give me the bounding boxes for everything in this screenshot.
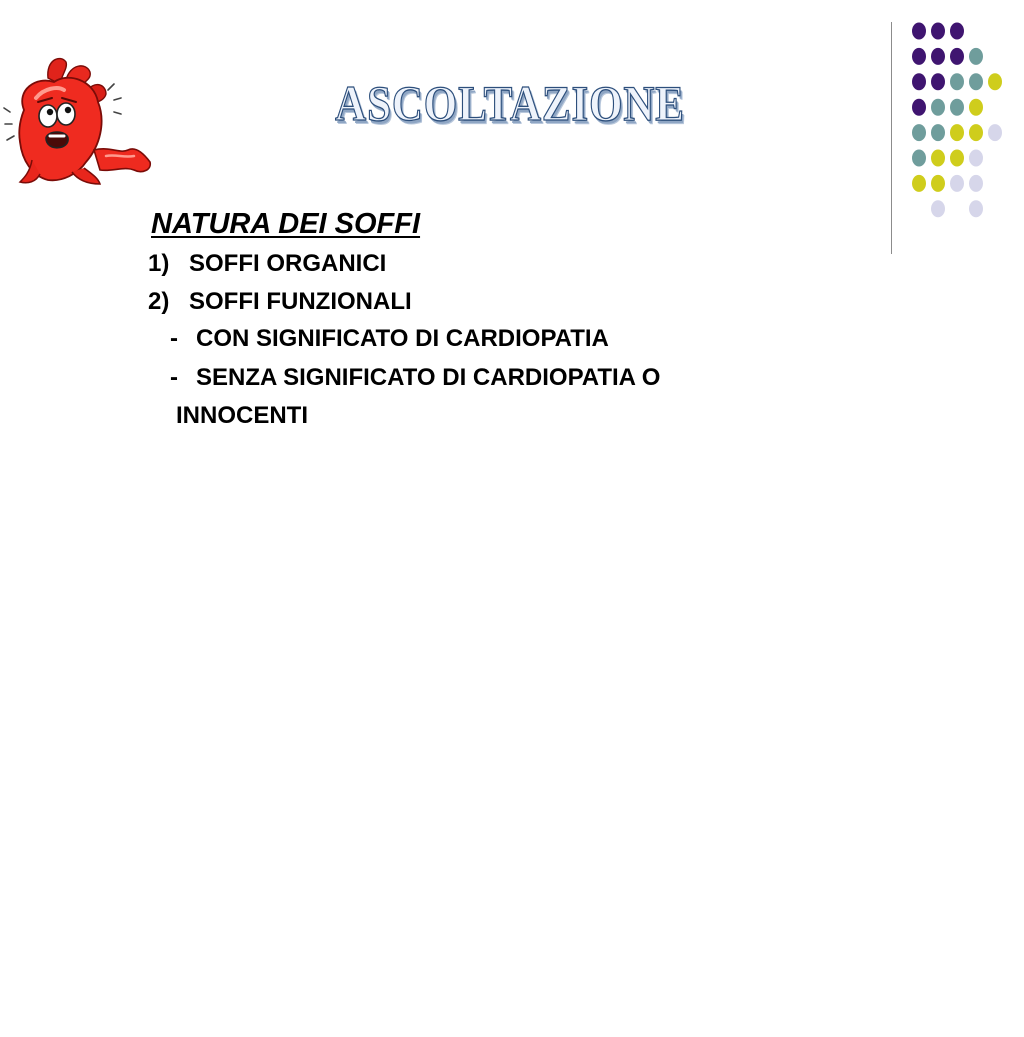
decorative-dot xyxy=(969,48,983,65)
decorative-dot xyxy=(931,73,945,90)
decorative-dot xyxy=(969,124,983,141)
sub-list-dash: - xyxy=(170,325,178,353)
sub-list-text: SENZA SIGNIFICATO DI CARDIOPATIA O xyxy=(196,363,661,391)
sub-list-dash: - xyxy=(170,363,178,391)
decorative-dot xyxy=(969,200,983,217)
decorative-dot xyxy=(931,48,945,65)
decorative-dot xyxy=(969,150,983,167)
list-item-number: 1) xyxy=(148,250,170,278)
list-item-text: SOFFI FUNZIONALI xyxy=(189,287,412,315)
decorative-dot xyxy=(931,99,945,116)
decorative-dot xyxy=(950,73,964,90)
decorative-dot xyxy=(969,175,983,192)
list-item xyxy=(148,245,788,283)
list-item xyxy=(148,283,788,321)
sub-list-item xyxy=(148,359,788,398)
list-item-text: SOFFI ORGANICI xyxy=(189,250,387,278)
sub-list-text: CON SIGNIFICATO DI CARDIOPATIA xyxy=(196,325,609,353)
decorative-dot xyxy=(931,124,945,141)
decorative-dot xyxy=(969,73,983,90)
section-heading: NATURA DEI SOFFI xyxy=(151,208,421,240)
decorative-dot xyxy=(931,150,945,167)
vertical-divider xyxy=(891,22,892,254)
decorative-dot xyxy=(969,99,983,116)
decorative-dot xyxy=(950,175,964,192)
decorative-dot xyxy=(931,23,945,40)
scared-heart-illustration xyxy=(2,50,154,190)
decorative-dot xyxy=(912,48,926,65)
sub-list-continuation: INNOCENTI xyxy=(176,402,308,430)
list-item-number: 2) xyxy=(148,287,170,315)
decorative-dot xyxy=(912,73,926,90)
decorative-dot xyxy=(950,150,964,167)
sub-list-item xyxy=(148,320,788,359)
decorative-dot xyxy=(931,200,945,217)
decorative-dot xyxy=(931,175,945,192)
decorative-dot xyxy=(988,124,1002,141)
decorative-dot xyxy=(988,73,1002,90)
decorative-dot xyxy=(912,150,926,167)
slide-title: ASCOLTAZIONE xyxy=(335,75,685,131)
decorative-dot xyxy=(950,124,964,141)
decorative-dot xyxy=(912,124,926,141)
decorative-dot xyxy=(950,23,964,40)
decorative-dot xyxy=(912,175,926,192)
slide-content xyxy=(148,208,788,435)
decorative-dot xyxy=(912,99,926,116)
decorative-dot xyxy=(950,48,964,65)
decorative-dot xyxy=(912,23,926,40)
decorative-dot xyxy=(950,99,964,116)
